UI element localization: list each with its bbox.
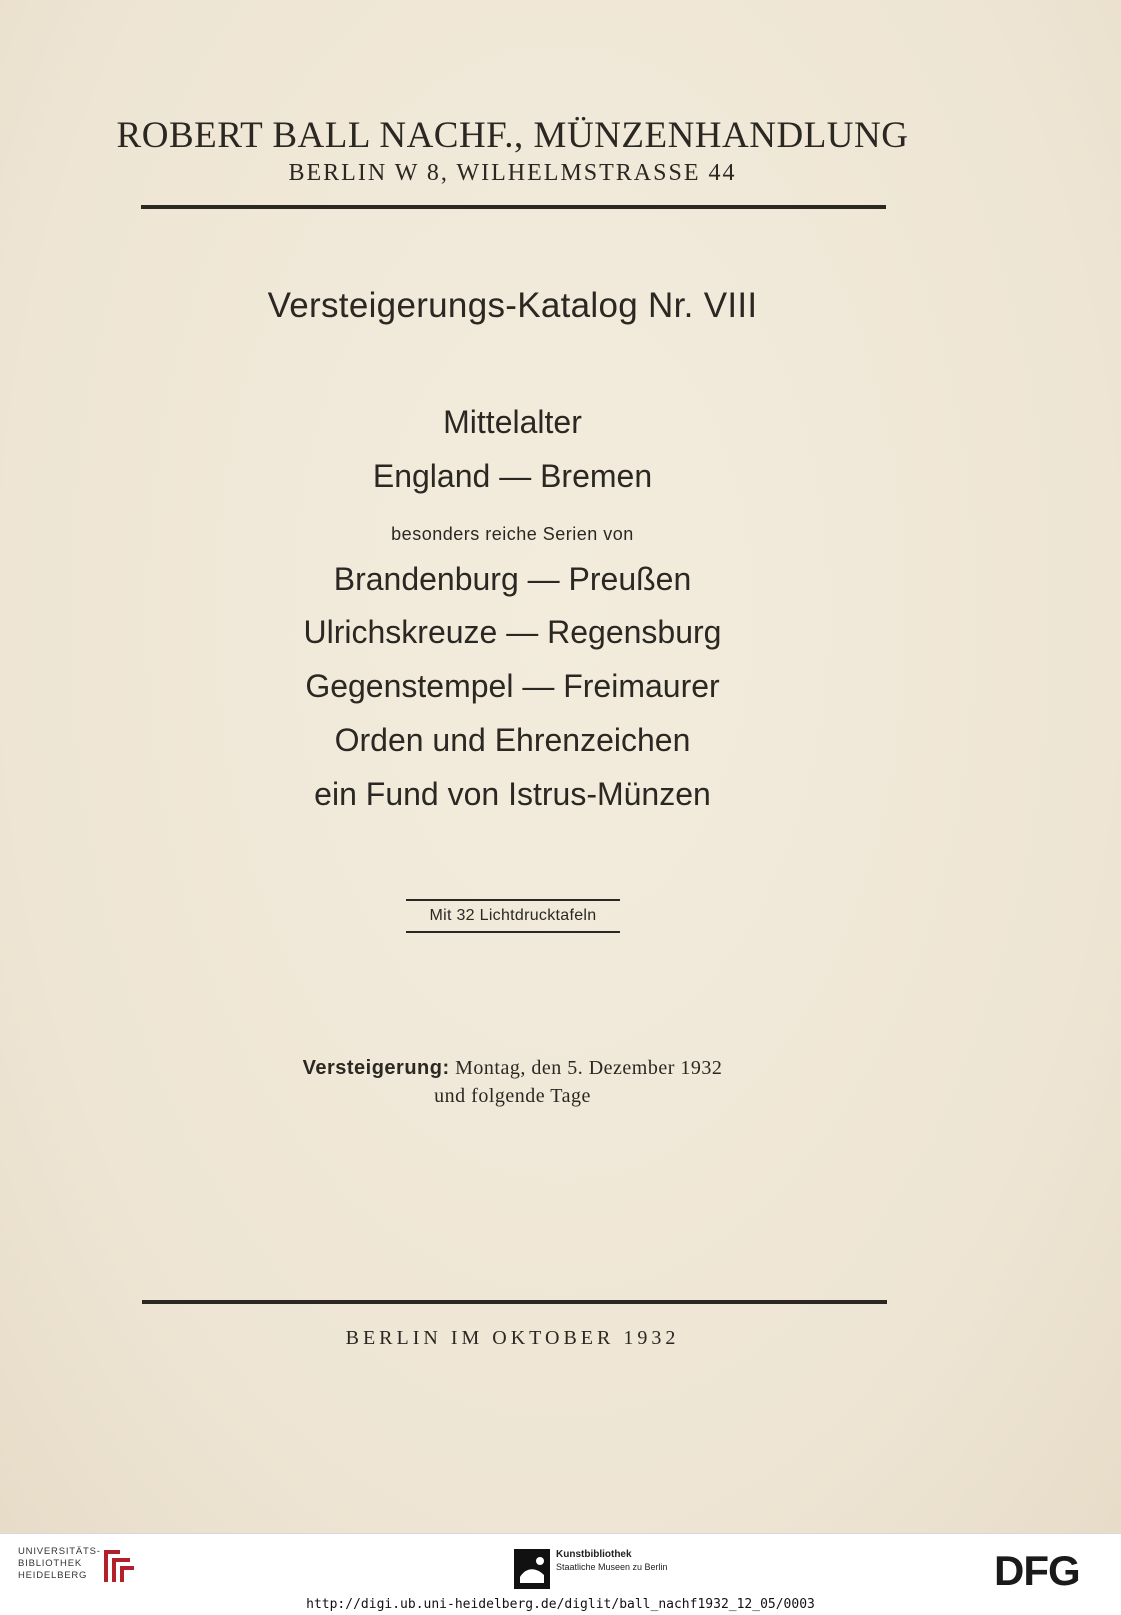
- bottom-divider: [142, 1300, 887, 1304]
- subject-line: England — Bremen: [372, 458, 653, 494]
- ub-line: BIBLIOTHEK: [18, 1558, 82, 1569]
- catalog-title: Versteigerungs-Katalog Nr. VIII: [267, 286, 758, 325]
- place-and-date: BERLIN IM OKTOBER 1932: [345, 1327, 680, 1349]
- kb-subtitle: Staatliche Museen zu Berlin: [556, 1562, 668, 1572]
- auction-continuation: und folgende Tage: [434, 1085, 591, 1107]
- subject-line: Brandenburg — Preußen: [333, 561, 692, 597]
- kb-title: Kunstbibliothek: [556, 1549, 632, 1560]
- dfg-logo[interactable]: DFG: [994, 1547, 1080, 1594]
- subject-note: besonders reiche Serien von: [391, 524, 634, 544]
- firm-name: ROBERT BALL NACHF., MÜNZENHANDLUNG: [116, 115, 909, 156]
- kunstbibliothek-logo-icon[interactable]: [514, 1549, 550, 1589]
- digitization-footer: [0, 1533, 1121, 1615]
- kunstbibliothek-text: [556, 1548, 668, 1573]
- subject-line: Gegenstempel — Freimaurer: [305, 668, 720, 704]
- top-divider: [141, 205, 886, 209]
- ub-heidelberg-logo-icon[interactable]: [100, 1546, 136, 1586]
- firm-address: BERLIN W 8, WILHELMSTRASSE 44: [288, 160, 737, 186]
- subject-line: ein Fund von Istrus-Münzen: [314, 776, 711, 812]
- subject-line: Ulrichskreuze — Regensburg: [303, 614, 722, 650]
- ub-line: UNIVERSITÄTS-: [18, 1546, 101, 1557]
- auction-date: Montag, den 5. Dezember 1932: [449, 1057, 723, 1079]
- ub-line: HEIDELBERG: [18, 1570, 88, 1581]
- plates-note: Mit 32 Lichtdrucktafeln: [406, 899, 620, 933]
- subject-line: Mittelalter: [443, 404, 582, 440]
- subject-line: Orden und Ehrenzeichen: [334, 722, 691, 758]
- auction-label: Versteigerung:: [302, 1057, 450, 1079]
- ub-heidelberg-text: [18, 1546, 101, 1582]
- permalink-url[interactable]: http://digi.ub.uni-heidelberg.de/diglit/ball_nachf1932_12_05/0003: [306, 1597, 815, 1612]
- auction-date-line: [0, 1057, 1025, 1080]
